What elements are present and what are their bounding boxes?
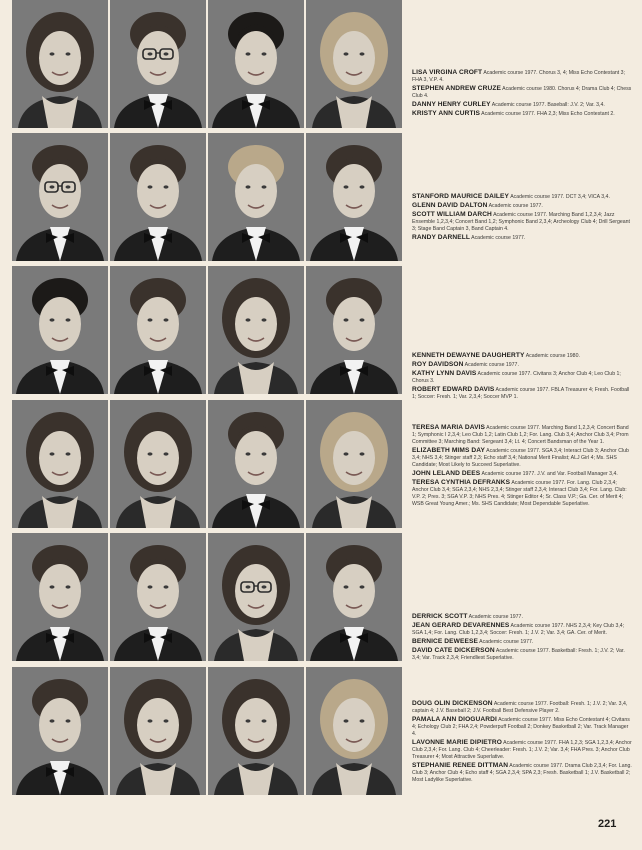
student-details: Academic course 1977. Marching Band 1,2,3,4; Jazz Ensemble 1,2,3,4; Concert Band 1,2; Symphonic Band 2,3,4; Archeology Club 4; Drill Sergeant 3; Stage Band Captain 3, Band Captain 4. [412, 212, 631, 232]
student-entry [412, 470, 634, 478]
student-portrait [12, 533, 108, 661]
student-name: DANNY HENRY CURLEY [412, 101, 491, 108]
student-name: ELIZABETH MIMS DAY [412, 447, 485, 454]
student-details: Academic course 1977. Baseball: J.V. 2; Var. 3,4. [491, 102, 605, 108]
student-details: Academic course 1977. [468, 614, 523, 620]
student-details: Academic course 1977. Basketball: Fresh. 1; J.V. 2; Var. 3,4; Var. Track 2,3,4; Friendliest Superlative. [412, 648, 625, 661]
student-details: Academic course 1977. [471, 235, 526, 241]
student-name: SCOTT WILLIAM DARCH [412, 211, 492, 218]
student-details: Academic course 1977. Civitans 3; Anchor Club 4; Leo Club 1; Chorus 3. [412, 371, 621, 384]
student-portrait [12, 266, 108, 394]
student-entry [412, 101, 634, 109]
student-portrait [110, 400, 206, 528]
student-entry [412, 202, 634, 210]
student-details: Academic course 1977. For. Lang. Club 2,3,4; Anchor Club 3,4; SGA 2,3,4; NHS 2,3,4; Stinger staff 2,3,4; Interact Club 3,4; For. Lang. Club: V.P. 2; Pres. 3; SGA V.P. 3; NHS Pres. 4; Stinger Editor 4; Sr. Class V.P.; Ga. Cer. of Merit 4; WSB Great Young Amer.; Ms. SHS Candidate; Most Dependable Superlative. [412, 480, 627, 507]
student-portrait [12, 0, 108, 128]
student-name: DAVID CATE DICKERSON [412, 647, 495, 654]
student-entry [412, 110, 634, 118]
listing-block [412, 613, 634, 663]
student-portrait [208, 133, 304, 261]
student-portrait [110, 133, 206, 261]
portrait-row [12, 133, 404, 261]
listing-block [412, 193, 634, 243]
student-details: Academic course 1977. Football: Fresh. 1; J.V. 2; Var. 3,4, captain 4; J.V. Baseball 2; J.V. Football Best Defensive Player 2. [412, 701, 628, 714]
student-entry [412, 447, 634, 469]
student-details: Academic course 1977. SGA 3,4; Interact Club 3; Anchor Club 3,4; NHS 3,4; Stinger staff 2,3; Echo staff 3,4; National Merit Finalist; ALJ Girl 4; Ms. SHS Candidate; Most Likely to Succeed Superlative. [412, 448, 629, 468]
student-entry [412, 370, 634, 385]
student-entry [412, 386, 634, 401]
student-portrait [110, 266, 206, 394]
portrait-row [12, 266, 404, 394]
listing-block [412, 700, 634, 785]
student-portrait [208, 0, 304, 128]
student-details: Academic course 1977. FHA 2,3; Miss Echo Contestant 2. [481, 111, 615, 117]
student-name: JEAN GERARD DEVARENNES [412, 622, 510, 629]
student-name: KENNETH DEWAYNE DAUGHERTY [412, 352, 525, 359]
page-number: 221 [598, 818, 617, 830]
student-portrait [208, 533, 304, 661]
student-entry [412, 193, 634, 201]
student-entry [412, 739, 634, 761]
student-name: LAVONNE MARIE DIPIETRO [412, 739, 502, 746]
student-entry [412, 85, 634, 100]
portrait-row [12, 533, 404, 661]
student-entry [412, 211, 634, 233]
student-entry [412, 622, 634, 637]
student-details: Academic course 1977. NHS 2,3,4; Key Club 3,4; SGA 1,4; For. Lang. Club 1,2,3,4; Soccer: Fresh. 1; J.V. 2; Var. 3,4; GA. Cer. of Merit. [412, 623, 625, 636]
student-name: STANFORD MAURICE DAILEY [412, 193, 510, 200]
student-portrait [12, 133, 108, 261]
student-portrait [12, 400, 108, 528]
student-name: KRISTY ANN CURTIS [412, 110, 481, 117]
student-name: PAMALA ANN DIOGUARDI [412, 716, 497, 723]
student-portrait [208, 400, 304, 528]
student-portrait [12, 667, 108, 795]
student-details: Academic course 1977. Chorus 3, 4; Miss Echo Contestant 3; FHA 3, V.P. 4. [412, 70, 625, 83]
student-entry [412, 352, 634, 360]
student-name: LISA VIRGINA CROFT [412, 69, 483, 76]
student-details: Academic course 1977. J.V. and Var. Football Manager 3,4. [481, 471, 618, 477]
student-portrait [208, 266, 304, 394]
student-name: DERRICK SCOTT [412, 613, 468, 620]
student-details: Academic course 1980. [525, 353, 580, 359]
student-name: ROY DAVIDSON [412, 361, 464, 368]
portrait-row [12, 400, 404, 528]
student-name: DOUG OLIN DICKENSON [412, 700, 493, 707]
portrait-row [12, 667, 404, 795]
student-details: Academic course 1977. [488, 203, 543, 209]
student-details: Academic course 1977. DCT 3,4; VICA 3,4. [510, 194, 610, 200]
student-details: Academic course 1977. [479, 639, 534, 645]
student-portrait [306, 667, 402, 795]
student-entry [412, 361, 634, 369]
student-details: Academic course 1977. Marching Band 1,2,3,4; Concert Band 1; Symphonic I 2,3,4; Leo Club 1,2; Latin Club 1,2; For. Lang. Club 3,4; Anchor Club 3,4; Prom Committee 3; Marching Band: Sergeant 3,4; Lt. 4; Concert Bandsman of the Year 1. [412, 425, 629, 445]
student-portrait [110, 0, 206, 128]
student-details: Academic course 1977. Drama Club 2,3,4; For. Lang. Club 3; Anchor Club 4; Echo staff 4; SGA 2,3,4; SPA 2,3; Fresh. Basketball 1; J.V. Basketball 2; Most Ladylike Superlative. [412, 763, 632, 783]
student-portrait [306, 400, 402, 528]
student-portrait [110, 533, 206, 661]
student-name: KATHY LYNN DAVIS [412, 370, 477, 377]
student-details: Academic course 1977. Miss Echo Contestant 4; Civitans 4; Echology Club 2; FHA 2,4; Powderpuff Football 2; Donkey Basketball 2; Var. Track Manager 4. [412, 717, 630, 737]
student-entry [412, 638, 634, 646]
student-entry [412, 762, 634, 784]
student-name: TERESA MARIA DAVIS [412, 424, 485, 431]
student-name: RANDY DARNELL [412, 234, 470, 241]
student-entry [412, 716, 634, 738]
student-name: STEPHANIE RENEE DITTMAN [412, 762, 509, 769]
portrait-row [12, 0, 404, 128]
student-name: STEPHEN ANDREW CRUZE [412, 85, 501, 92]
student-name: ROBERT EDWARD DAVIS [412, 386, 495, 393]
student-entry [412, 234, 634, 242]
student-name: TERESA CYNTHIA DEFRANKS [412, 479, 511, 486]
student-name: GLENN DAVID DALTON [412, 202, 488, 209]
student-entry [412, 424, 634, 446]
listing-block [412, 352, 634, 402]
student-entry [412, 700, 634, 715]
student-portrait [306, 266, 402, 394]
student-details: Academic course 1977. [464, 362, 519, 368]
student-name: BERNICE DEWEESE [412, 638, 478, 645]
listing-block [412, 69, 634, 119]
student-details: Academic course 1980. Chorus 4; Drama Club 4; Chess Club 4. [412, 86, 632, 99]
student-entry [412, 613, 634, 621]
student-entry [412, 479, 634, 508]
student-entry [412, 69, 634, 84]
student-entry [412, 647, 634, 662]
listing-block [412, 424, 634, 509]
portrait-grid [12, 0, 404, 802]
student-details: Academic course 1977. FHA 1,2,3; SGA 1,2,3,4; Anchor Club 2,3,4; For. Lang. Club 4; Cheerleader: Fresh. 1; J.V. 2; Var. 3,4; FHA Pres. 3; Anchor Club Treasurer 4; Most Attractive Superlative. [412, 740, 632, 760]
student-portrait [208, 667, 304, 795]
student-portrait [306, 133, 402, 261]
student-portrait [110, 667, 206, 795]
student-details: Academic course 1977. FBLA Treasurer 4; Fresh. Football 1; Soccer: Fresh. 1; Var. 2,3,4; Soccer MVP 1. [412, 387, 630, 400]
student-portrait [306, 0, 402, 128]
student-name: JOHN LELAND DEES [412, 470, 481, 477]
student-portrait [306, 533, 402, 661]
